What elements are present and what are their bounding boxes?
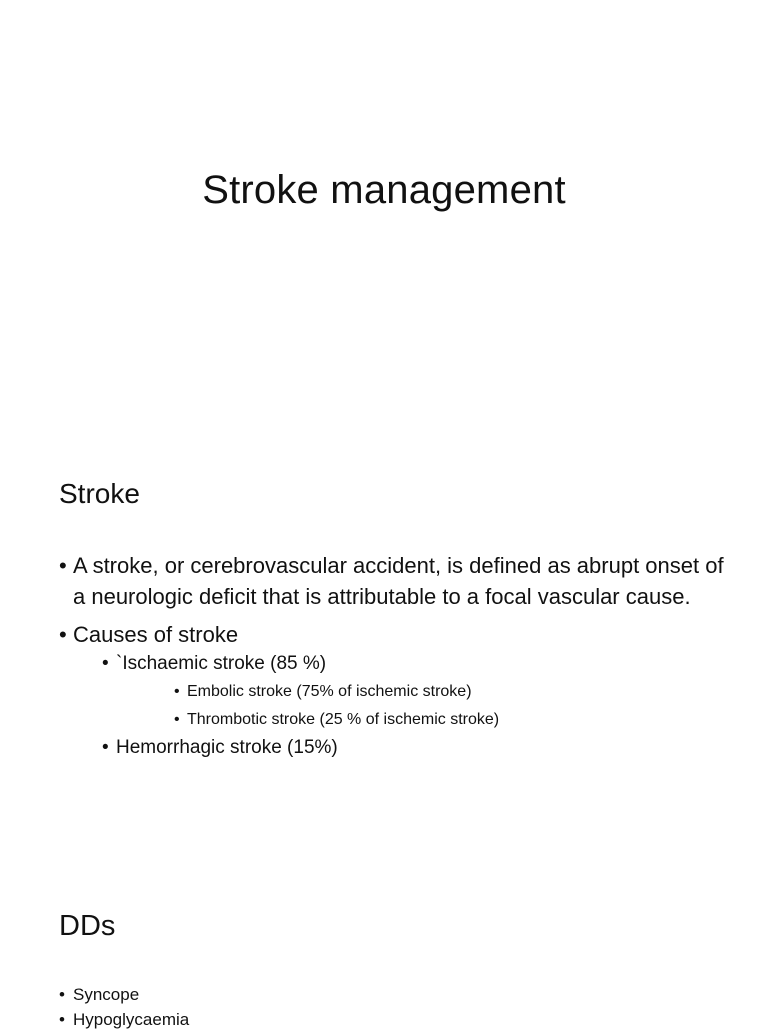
- dds-bullet-list: [59, 982, 739, 1032]
- slide-title: [0, 0, 768, 432]
- bullet-causes: [59, 619, 739, 762]
- slide-dds: [0, 864, 768, 1029]
- stroke-bullet-list: [59, 550, 739, 762]
- presentation-title: Stroke management: [202, 168, 566, 212]
- causes-sublist: [73, 650, 739, 762]
- causes-label: Causes of stroke: [73, 622, 239, 647]
- bullet-ischaemic: [102, 650, 739, 734]
- bullet-definition: • A stroke, or cerebrovascular accident, is defined as abrupt onset of a neurologic deficit that is attributable to a focal vascular cause.: [59, 550, 739, 612]
- bullet-dd: • Hypoglycaemia: [59, 1007, 739, 1032]
- slide-heading-stroke: Stroke: [59, 478, 140, 509]
- bullet-hemorrhagic: • Hemorrhagic stroke (15%): [102, 734, 739, 762]
- ischaemic-sublist: [116, 678, 739, 734]
- slide-heading-dds: DDs: [59, 910, 116, 942]
- bullet-dd: • Syncope: [59, 982, 739, 1007]
- bullet-embolic: • Embolic stroke (75% of ischemic stroke): [174, 678, 739, 706]
- ischaemic-label: `Ischaemic stroke (85 %): [116, 653, 327, 674]
- slide-stroke: [0, 432, 768, 864]
- bullet-thrombotic: • Thrombotic stroke (25 % of ischemic stroke): [174, 706, 739, 734]
